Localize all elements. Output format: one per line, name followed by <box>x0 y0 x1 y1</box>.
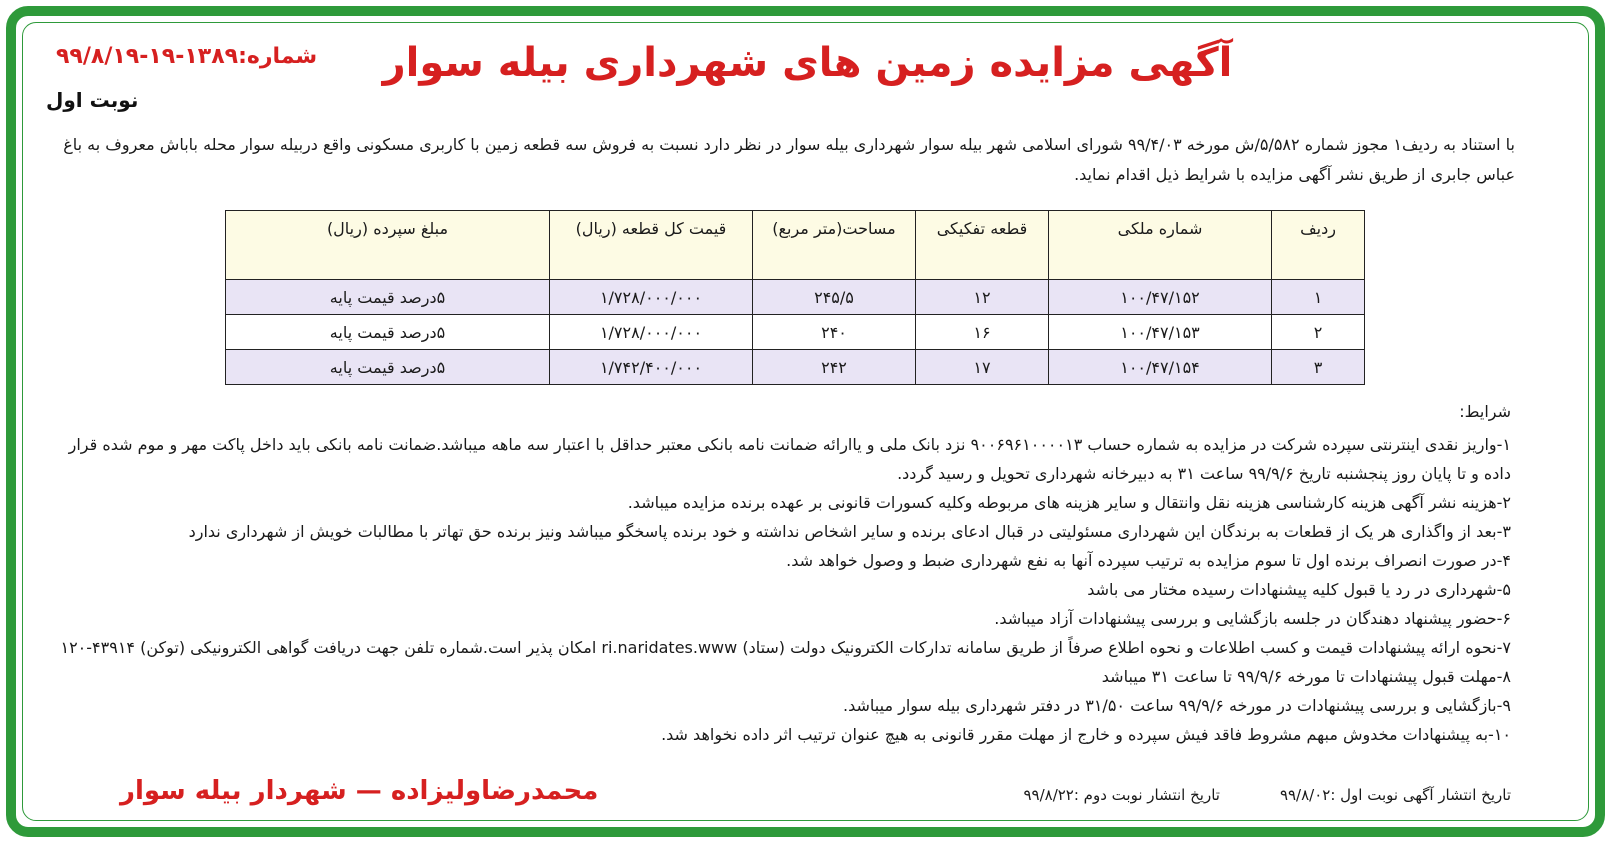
conditions-list <box>40 430 1511 749</box>
cell-deposit: ۵درصد قیمت پایه <box>226 315 550 350</box>
conditions-heading: شرایط: <box>1459 402 1511 421</box>
table-row <box>226 280 1365 315</box>
publish-dates <box>1023 786 1511 804</box>
cell-deposit: ۵درصد قیمت پایه <box>226 350 550 385</box>
col-total-price: قیمت کل قطعه (ریال) <box>550 211 753 280</box>
cell-parcel-number: ۱۰۰/۴۷/۱۵۲ <box>1049 280 1272 315</box>
second-publish-date: تاریخ انتشار نوبت دوم :۹۹/۸/۲۲ <box>1023 786 1220 804</box>
condition-item: ۲-هزینه نشر آگهی هزینه کارشناسی هزینه نقل وانتقال و سایر هزینه های مربوطه وکلیه کسورات قانونی بر عهده برنده مزایده میباشد. <box>627 493 1511 512</box>
condition-item: ۱-واریز نقدی اینترنتی سپرده شرکت در مزایده به شماره حساب ۹۰۰۶۹۶۱۰۰۰۰۱۳ نزد بانک ملی و یاارائه ضمانت نامه بانکی معتبر حداقل با اعتبار سه ماهه میباشد.ضمانت نامه بانکی باید داخل پاکت مهر و موم شده قرار داده و تا پایان روز پنجشنبه تاریخ ۹۹/۹/۶ ساعت ۳۱ به دبیرخانه شهرداری تحویل و رسید گردد. <box>68 435 1511 483</box>
land-table <box>225 210 1365 385</box>
notice-title: آگهی مزایده زمین های شهرداری بیله سوار <box>382 40 1233 86</box>
cell-row-number: ۳ <box>1272 350 1365 385</box>
cell-total-price: ۱/۷۴۲/۴۰۰/۰۰۰ <box>550 350 753 385</box>
cell-total-price: ۱/۷۲۸/۰۰۰/۰۰۰ <box>550 280 753 315</box>
col-area: مساحت(متر مربع) <box>753 211 916 280</box>
condition-item: ۷-نحوه ارائه پیشنهادات قیمت و کسب اطلاعات و نحوه اطلاع صرفاً از طریق سامانه تدارکات الکترونیک دولت (ستاد) ri.naridates.www امکان پذیر است.شماره تلفن جهت دریافت گواهی الکترونیکی (توکن) ۴۳۹۱۴-۱۲۰ <box>60 638 1511 657</box>
col-parcel-number: شماره ملکی <box>1049 211 1272 280</box>
publication-round: نوبت اول <box>46 88 139 112</box>
table-row <box>226 315 1365 350</box>
condition-item: ۵-شهرداری در رد یا قبول کلیه پیشنهادات رسیده مختار می باشد <box>1087 580 1511 599</box>
table-row <box>226 350 1365 385</box>
first-publish-date: تاریخ انتشار آگهی نوبت اول :۹۹/۸/۰۲ <box>1279 786 1511 804</box>
cell-total-price: ۱/۷۲۸/۰۰۰/۰۰۰ <box>550 315 753 350</box>
intro-paragraph: با استناد به ردیف۱ مجوز شماره ۵/۵۸۲/ش مورخه ۹۹/۴/۰۳ شورای اسلامی شهر بیله سوار شهرداری بیله سوار در نظر دارد نسبت به فروش سه قطعه زمین با کاربری مسکونی واقع دربیله سوار محله باباش معروف به باغ عباس جابری از طریق نشر آگهی مزایده با شرایط ذیل اقدام نماید. <box>63 135 1515 184</box>
mayor-signature: محمدرضاولیزاده — شهردار بیله سوار <box>120 776 599 806</box>
cell-area: ۲۴۰ <box>753 315 916 350</box>
condition-item: ۱۰-به پیشنهادات مخدوش مبهم مشروط فاقد فیش سپرده و خارج از مهلت مقرر قانونی به هیچ عنوان ترتیب اثر داده نخواهد شد. <box>661 725 1511 744</box>
cell-area: ۲۴۲ <box>753 350 916 385</box>
condition-item: ۴-در صورت انصراف برنده اول تا سوم مزایده به ترتیب سپرده آنها به نفع شهرداری ضبط و وصول خواهد شد. <box>786 551 1511 570</box>
condition-item: ۳-بعد از واگذاری هر یک از قطعات به برندگان این شهرداری مسئولیتی در قبال ادعای برنده و سایر اشخاص نداشته و خود برنده پاسخگو میباشد ونیز برنده حق تهاتر با مطالبات خویش از شهرداری ندارد <box>188 522 1511 541</box>
cell-area: ۲۴۵/۵ <box>753 280 916 315</box>
cell-row-number: ۲ <box>1272 315 1365 350</box>
notice-number: شماره:۱۳۸۹-۱۹-۹۹/۸/۱۹ <box>56 44 318 69</box>
cell-parcel-number: ۱۰۰/۴۷/۱۵۳ <box>1049 315 1272 350</box>
cell-subdivision: ۱۶ <box>916 315 1049 350</box>
condition-item: ۸-مهلت قبول پیشنهادات تا مورخه ۹۹/۹/۶ تا ساعت ۳۱ میباشد <box>1101 667 1511 686</box>
cell-deposit: ۵درصد قیمت پایه <box>226 280 550 315</box>
cell-subdivision: ۱۲ <box>916 280 1049 315</box>
col-row-number: ردیف <box>1272 211 1365 280</box>
table-header-row <box>226 211 1365 280</box>
col-subdivision: قطعه تفکیکی <box>916 211 1049 280</box>
cell-parcel-number: ۱۰۰/۴۷/۱۵۴ <box>1049 350 1272 385</box>
col-deposit: مبلغ سپرده (ریال) <box>226 211 550 280</box>
condition-item: ۶-حضور پیشنهاد دهندگان در جلسه بازگشایی و بررسی پیشنهادات آزاد میباشد. <box>994 609 1511 628</box>
cell-row-number: ۱ <box>1272 280 1365 315</box>
cell-subdivision: ۱۷ <box>916 350 1049 385</box>
condition-item: ۹-بازگشایی و بررسی پیشنهادات در مورخه ۹۹/۹/۶ ساعت ۳۱/۵۰ در دفتر شهرداری بیله سوار میباشد. <box>843 696 1511 715</box>
